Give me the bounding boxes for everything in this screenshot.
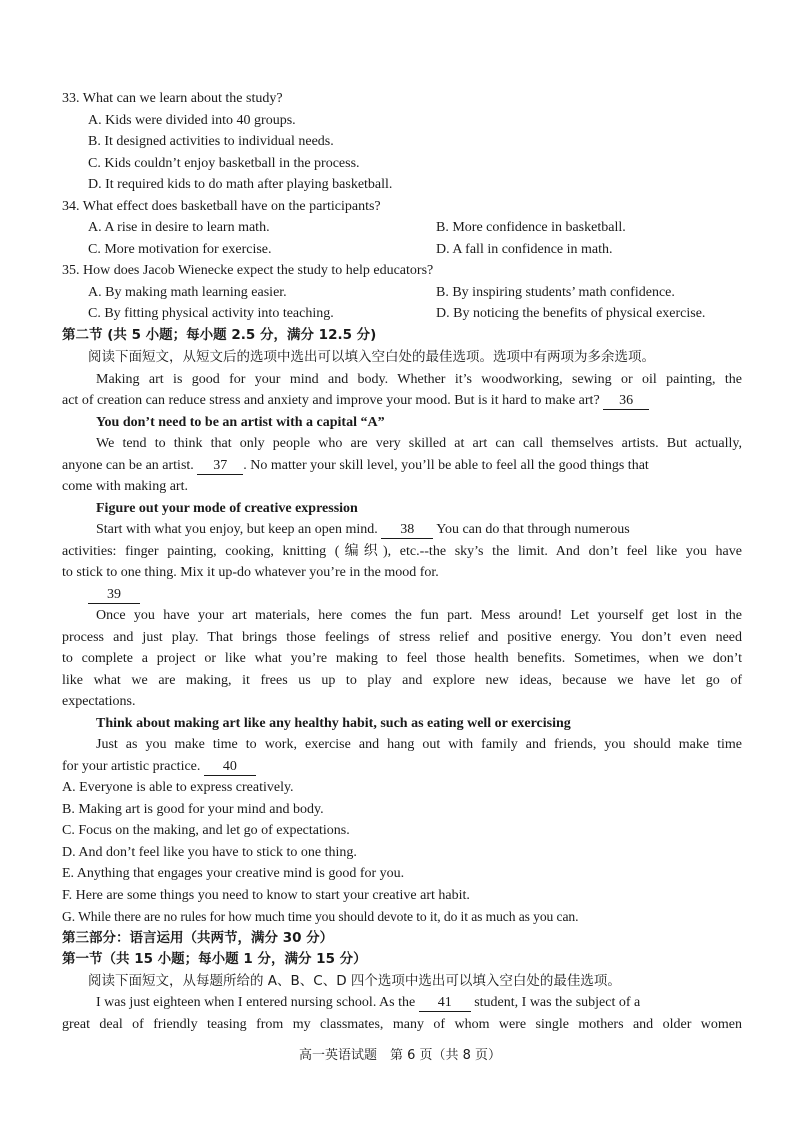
passage-paragraph-4-line-4: like what we are making, it frees us up to play and explore new ideas, because we have let go of xyxy=(62,673,742,688)
question-35-option-a: A. By making math learning easier. xyxy=(88,285,287,300)
part-3-instruction: 阅读下面短文，从每题所给的 A、B、C、D 四个选项中选出可以填入空白处的最佳选项。 xyxy=(88,973,621,989)
passage-paragraph-2-line-1: We tend to think that only people who are very skilled at art can call themselves artists. But actually, xyxy=(96,436,742,451)
passage-paragraph-4-line-3: to complete a project or like what you’re making to feel those health benefits. Sometimes, when we don’t xyxy=(62,651,742,666)
option-e: E. Anything that engages your creative mind is good for you. xyxy=(62,866,405,881)
question-35-stem: 35. How does Jacob Wienecke expect the study to help educators? xyxy=(62,263,434,278)
blank-36: 36 xyxy=(603,393,649,410)
question-34-option-a: A. A rise in desire to learn math. xyxy=(88,220,270,235)
question-35-option-d: D. By noticing the benefits of physical exercise. xyxy=(436,306,706,321)
passage-paragraph-5-line-1: Just as you make time to work, exercise and hang out with family and friends, you should make time xyxy=(96,737,742,752)
passage-paragraph-blank-39 xyxy=(88,584,742,605)
subheading-artist-capital-a: You don’t need to be an artist with a capital “A” xyxy=(96,415,385,430)
subheading-healthy-habit: Think about making art like any healthy habit, such as eating well or exercising xyxy=(96,716,571,731)
passage-paragraph-3-line-2: activities: finger painting, cooking, knitting (编织), etc.--the sky’s the limit. And don’t feel like you have xyxy=(62,544,742,559)
passage-paragraph-3-line-1: Start with what you enjoy, but keep an open mind. 38 You can do that through numerous xyxy=(96,522,630,537)
passage-paragraph-2-line-2: anyone can be an artist. 37 . No matter your skill level, you’ll be able to feel all the good things that xyxy=(62,458,649,473)
question-34-option-c: C. More motivation for exercise. xyxy=(88,242,272,257)
passage-paragraph-4-line-5: expectations. xyxy=(62,694,136,709)
question-35-option-b: B. By inspiring students’ math confidence. xyxy=(436,285,675,300)
question-33-stem: 33. What can we learn about the study? xyxy=(62,91,283,106)
part-3-heading: 第三部分：语言运用（共两节，满分 30 分） xyxy=(62,930,334,946)
question-33-option-c: C. Kids couldn’t enjoy basketball in the process. xyxy=(88,156,360,171)
blank-39: 39 xyxy=(88,587,140,604)
question-35-options-row-2 xyxy=(88,303,742,324)
page-footer: 高一英语试题 第 6 页（共 8 页） xyxy=(298,1048,502,1063)
cloze-paragraph-line-2: great deal of friendly teasing from my classmates, many of whom were single mothers and older women xyxy=(62,1017,742,1032)
passage-paragraph-3-line-3: to stick to one thing. Mix it up-do whatever you’re in the mood for. xyxy=(62,565,439,580)
option-c: C. Focus on the making, and let go of expectations. xyxy=(62,823,350,838)
option-a: A. Everyone is able to express creatively. xyxy=(62,780,294,795)
section-2-heading: 第二节 (共 5 小题；每小题 2.5 分，满分 12.5 分) xyxy=(62,327,377,343)
passage-paragraph-2-line-3: come with making art. xyxy=(62,479,188,494)
question-34-option-b: B. More confidence in basketball. xyxy=(436,220,626,235)
option-b: B. Making art is good for your mind and body. xyxy=(62,802,324,817)
question-33-option-a: A. Kids were divided into 40 groups. xyxy=(88,113,296,128)
question-35-options-row-1 xyxy=(88,282,742,303)
question-35-option-c: C. By fitting physical activity into teaching. xyxy=(88,306,334,321)
option-f: F. Here are some things you need to know to start your creative art habit. xyxy=(62,888,470,903)
blank-37: 37 xyxy=(197,458,243,475)
part-3-section-1-heading: 第一节（共 15 小题；每小题 1 分，满分 15 分） xyxy=(62,951,367,967)
blank-40: 40 xyxy=(204,759,256,776)
option-d: D. And don’t feel like you have to stick to one thing. xyxy=(62,845,357,860)
question-34-stem: 34. What effect does basketball have on the participants? xyxy=(62,199,381,214)
option-g: G. While there are no rules for how much time you should devote to it, do it as much as you can. xyxy=(62,909,579,924)
section-2-instruction: 阅读下面短文，从短文后的选项中选出可以填入空白处的最佳选项。选项中有两项为多余选项。 xyxy=(88,349,655,365)
subheading-creative-expression: Figure out your mode of creative expression xyxy=(96,501,358,516)
passage-paragraph-1-line-2: act of creation can reduce stress and anxiety and improve your mood. But is it hard to make art? 36 xyxy=(62,390,742,411)
blank-38: 38 xyxy=(381,522,433,539)
passage-paragraph-4-line-2: process and just play. That brings those feelings of stress relief and positive energy. You don’t even need xyxy=(62,630,742,645)
question-34-options-row-2 xyxy=(88,239,742,260)
passage-paragraph-1-line-1: Making art is good for your mind and body. Whether it’s woodworking, sewing or oil painting, the xyxy=(96,372,742,387)
blank-41: 41 xyxy=(419,995,471,1012)
question-33-option-b: B. It designed activities to individual needs. xyxy=(88,134,334,149)
passage-paragraph-4-line-1: Once you have your art materials, here comes the fun part. Mess around! Let yourself get lost in the xyxy=(96,608,742,623)
passage-paragraph-5-line-2: for your artistic practice. 40 xyxy=(62,756,742,777)
question-34-options-row-1 xyxy=(88,217,742,238)
cloze-paragraph-line-1: I was just eighteen when I entered nursing school. As the 41 student, I was the subject of a xyxy=(96,995,641,1010)
question-33-option-d: D. It required kids to do math after playing basketball. xyxy=(88,177,393,192)
question-34-option-d: D. A fall in confidence in math. xyxy=(436,242,613,257)
